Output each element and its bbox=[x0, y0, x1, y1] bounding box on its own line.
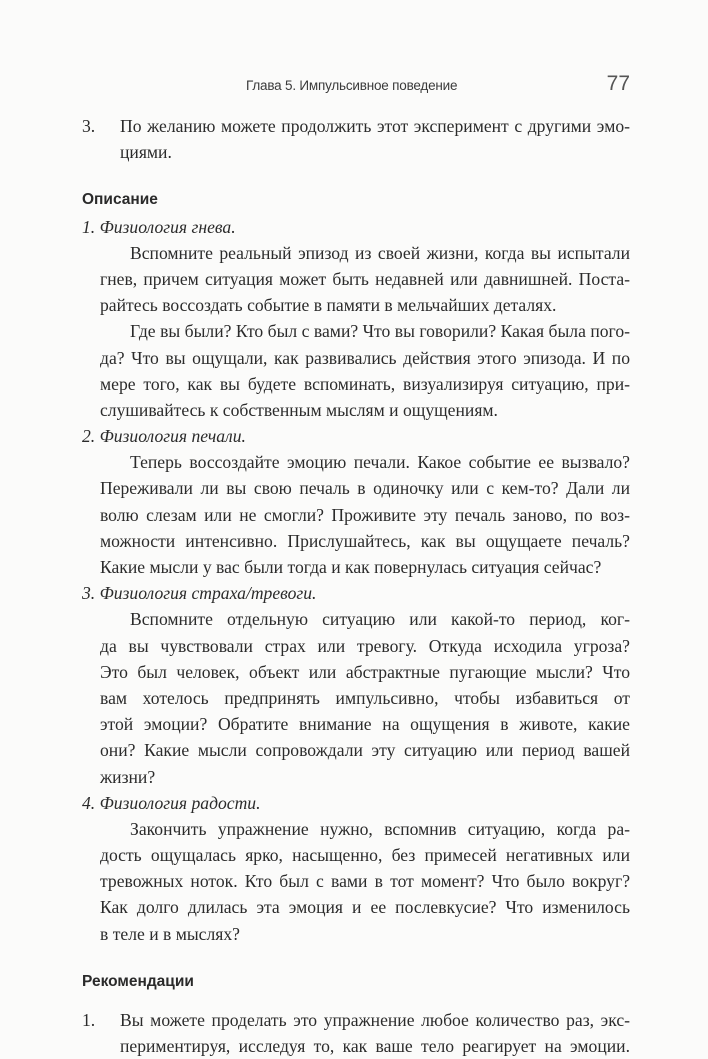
subsection-title: 2. Физиология печали. bbox=[82, 426, 246, 447]
text-line: Вспомните реальный эпизод из своей жизни, когда вы испытали bbox=[130, 242, 630, 263]
text-line: Какие мысли у вас были тогда и как повернулась ситуация сейчас? bbox=[100, 557, 602, 577]
text-line: Это был человек, объект или абстрактные пугающие мысли? Что bbox=[100, 661, 630, 682]
text-line: этой эмоции? Обратите внимание на ощущения в животе, какие bbox=[100, 714, 630, 735]
text-line: они? Какие мысли сопровождали эту ситуацию или период вашей bbox=[100, 740, 630, 761]
text-line: Закончить упражнение нужно, вспомнив ситуацию, когда ра- bbox=[130, 818, 630, 839]
paragraph bbox=[82, 606, 630, 789]
paragraph bbox=[82, 449, 630, 580]
intro-list-item bbox=[82, 113, 630, 165]
subsection-title: 1. Физиология гнева. bbox=[82, 216, 236, 237]
text-line: По желанию можете продолжить этот эксперимент с другими эмо- bbox=[120, 116, 630, 136]
text-line: тревожных ноток. Кто был с вами в тот момент? Что было вокруг? bbox=[100, 871, 630, 892]
page-header bbox=[246, 72, 630, 100]
text-line: да? Что вы ощущали, как развивались действия этого эпизода. И по bbox=[100, 347, 630, 368]
text-line: Теперь воссоздайте эмоцию печали. Какое событие ее вызвало? bbox=[130, 452, 630, 473]
text-line: вам хотелось предпринять импульсивно, чтобы избавиться от bbox=[100, 687, 630, 708]
page-number: 77 bbox=[606, 72, 630, 95]
text-line: слушивайтесь к собственным мыслям и ощущениям. bbox=[100, 399, 498, 420]
text-line: мере того, как вы будете вспоминать, визуализируя ситуацию, при- bbox=[100, 373, 630, 394]
section-heading-description: Описание bbox=[82, 191, 158, 209]
text-line: Переживали ли вы свою печаль в одиночку или с кем-то? Дали ли bbox=[100, 478, 630, 499]
text-line: в теле и в мыслях? bbox=[100, 923, 240, 944]
text-line: циями. bbox=[120, 142, 172, 163]
running-head: Глава 5. Импульсивное поведение bbox=[246, 78, 458, 93]
text-line: гнев, причем ситуация может быть недавней или давнишней. Поста- bbox=[100, 268, 630, 289]
subsection-title: 4. Физиология радости. bbox=[82, 792, 261, 813]
text-line: Где вы были? Кто был с вами? Что вы говорили? Какая была пого- bbox=[130, 321, 630, 342]
text-line: волю слезам или не смогли? Проживите эту печаль заново, по воз- bbox=[100, 504, 630, 525]
subsection-title: 3. Физиология страха/тревоги. bbox=[82, 583, 317, 604]
list-item-number: 1. bbox=[82, 1010, 96, 1030]
text-line: да вы чувствовали страх или тревогу. Откуда исходила угроза? bbox=[100, 635, 630, 656]
text-line: Как долго длилась эта эмоция и ее послевкусие? Что изменилось bbox=[100, 897, 630, 918]
text-line: дость ощущалась ярко, насыщенно, без примесей негативных или bbox=[100, 845, 630, 866]
text-line: райтесь воссоздать событие в памяти в мельчайших деталях. bbox=[100, 295, 557, 316]
section-heading-recommendations: Рекомендации bbox=[82, 972, 194, 990]
text-line: можности интенсивно. Прислушайтесь, как вы ощущаете печаль? bbox=[100, 530, 630, 551]
list-item-number: 3. bbox=[82, 116, 96, 136]
page-body bbox=[82, 113, 630, 1059]
text-line: периментируя, исследуя то, как ваше тело реагирует на эмоции. bbox=[120, 1036, 630, 1057]
text-line: Вспомните отдельную ситуацию или какой-то период, ког- bbox=[130, 609, 630, 630]
paragraph bbox=[82, 240, 630, 319]
paragraph bbox=[82, 816, 630, 947]
recommendation-list-item bbox=[82, 1007, 630, 1059]
text-line: Вы можете проделать это упражнение любое количество раз, экс- bbox=[120, 1010, 630, 1030]
text-line: жизни? bbox=[100, 766, 156, 787]
paragraph bbox=[82, 318, 630, 423]
